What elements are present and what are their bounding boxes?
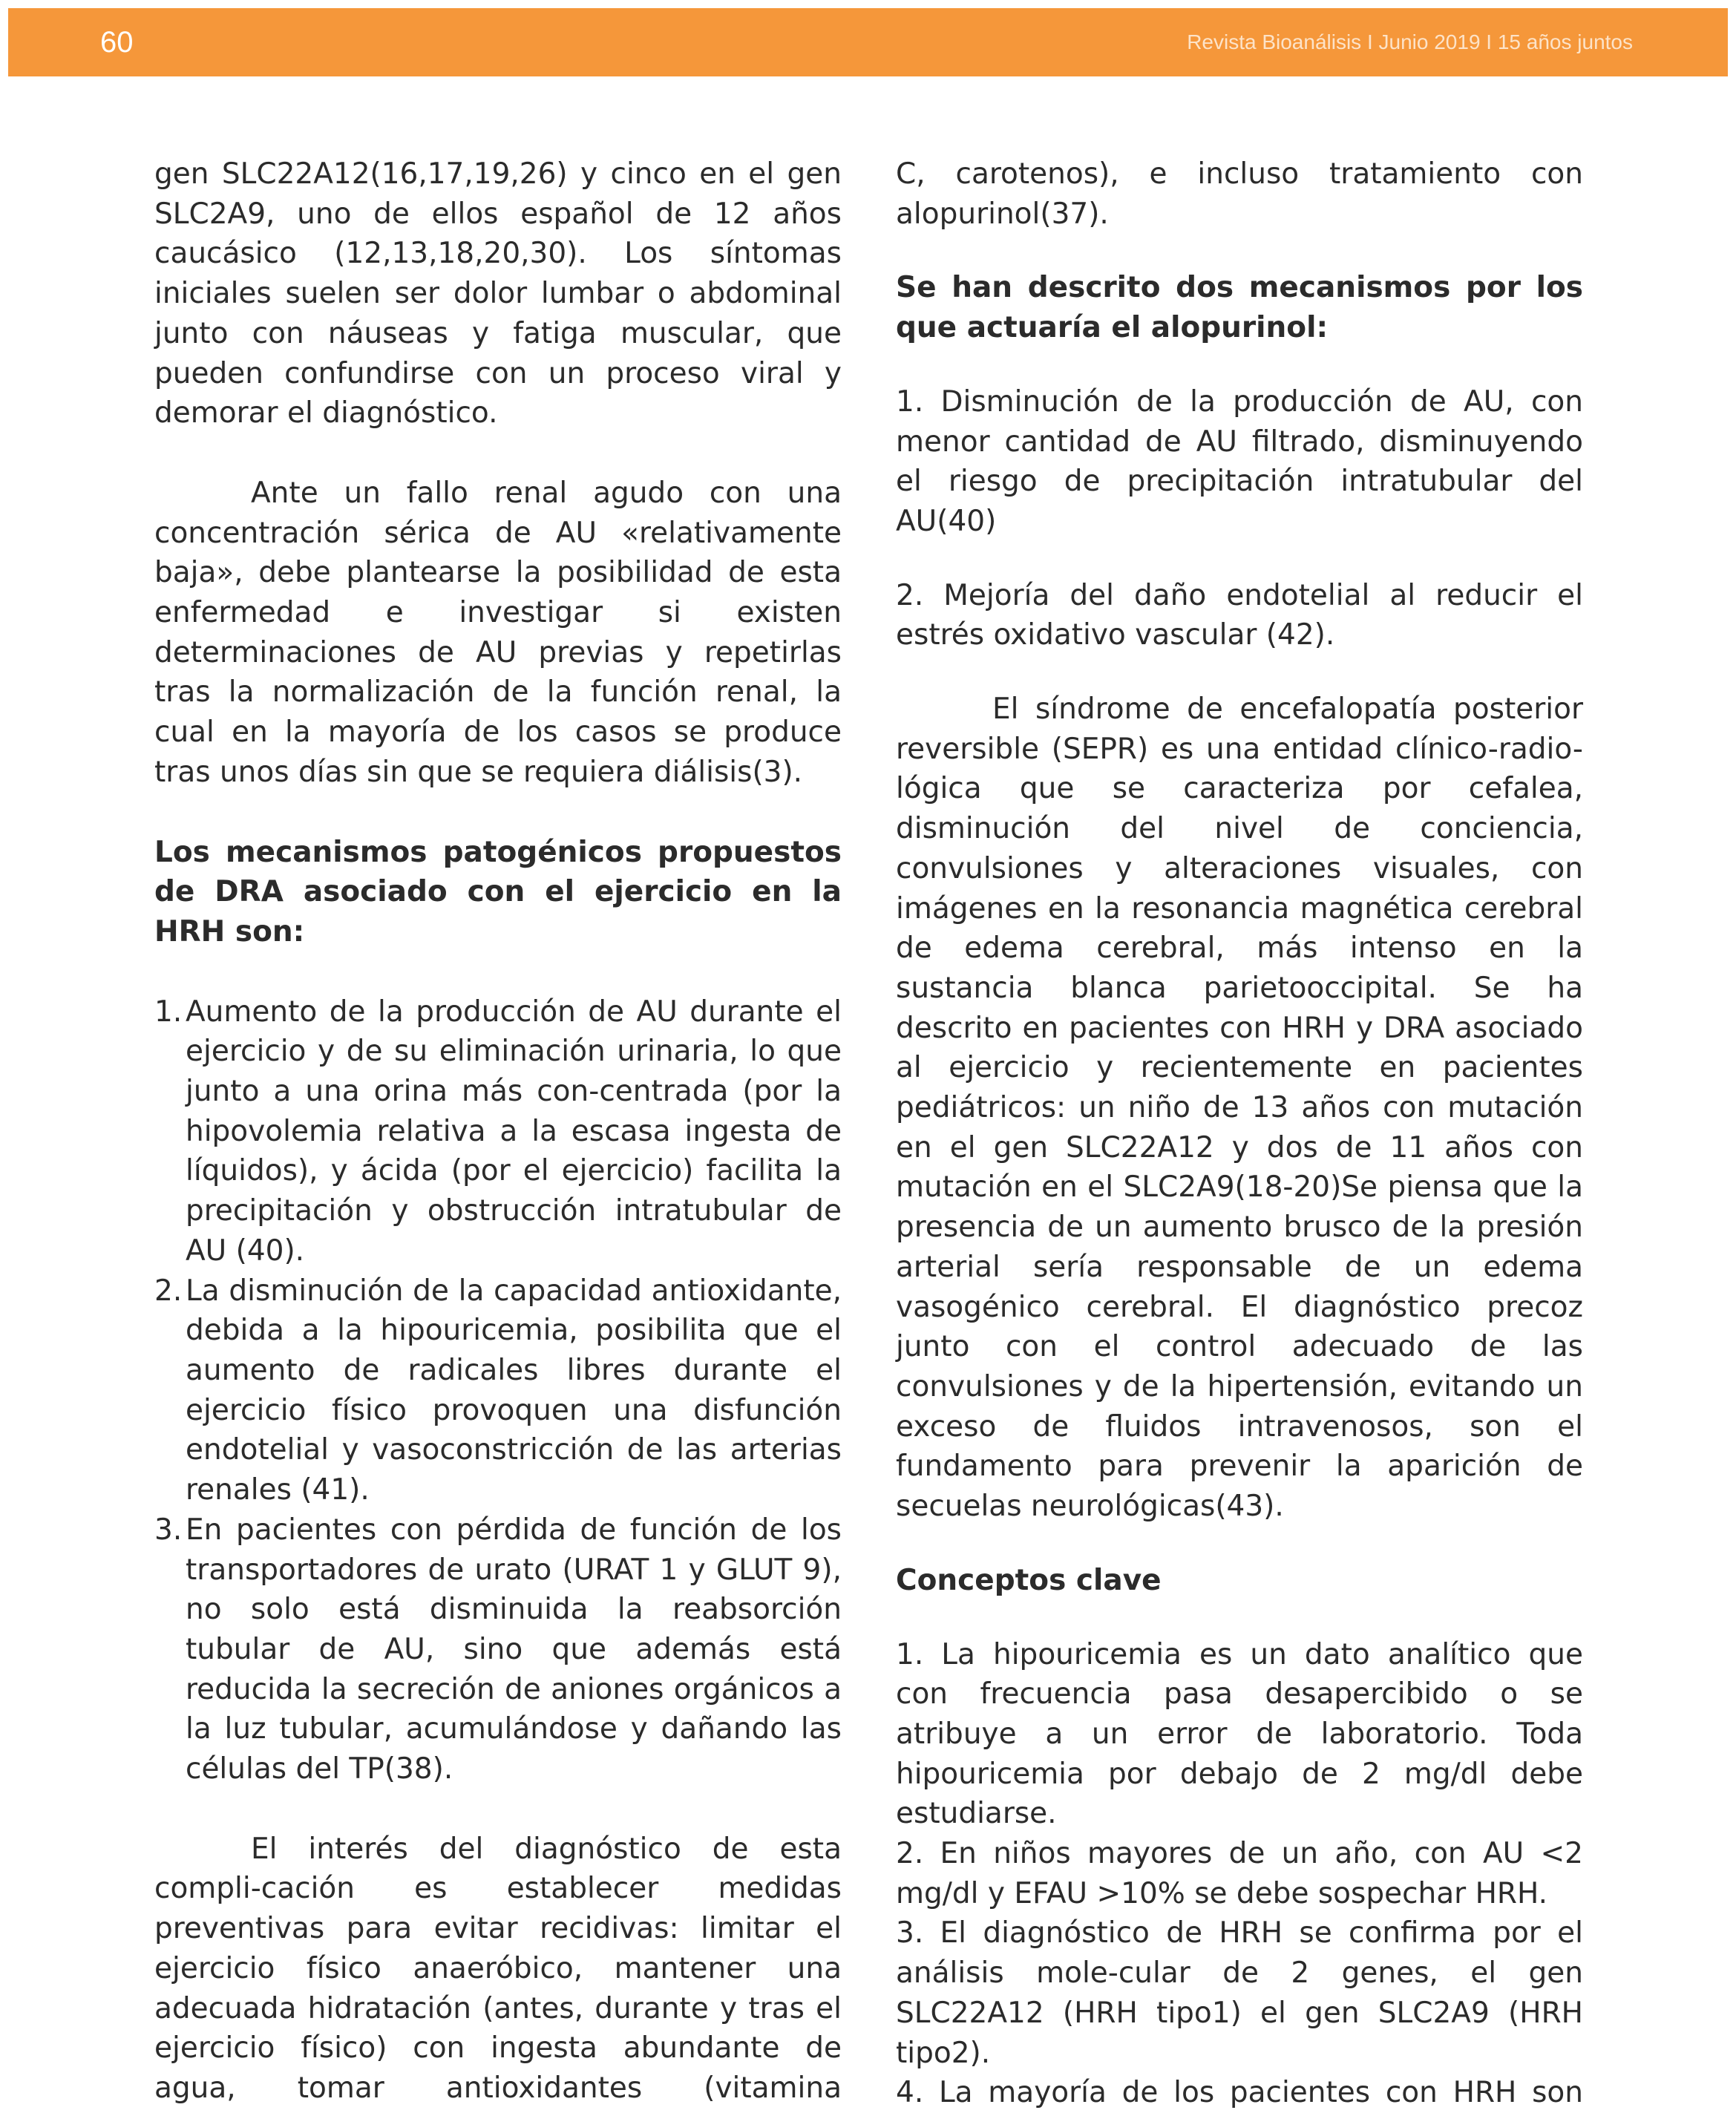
mechanism-item-2: 2. Mejoría del daño endotelial al reducir el estrés oxidativo vascular (42). bbox=[896, 578, 1583, 652]
running-head: Revista Bioanálisis I Junio 2019 I 15 años juntos bbox=[1187, 30, 1633, 53]
right-column bbox=[896, 154, 1583, 2113]
paragraph-renal-failure: Ante un fallo renal agudo con una concentración sérica de AU «relativamente baja», debe plantearse la posibilidad de esta enfermedad e investigar si existen determinaciones de AU previas y repetirlas tras la normalización de la función renal, la cual en la mayoría de los casos se produce tras unos días sin que se requiera diálisis(3). bbox=[154, 476, 842, 789]
left-column bbox=[154, 154, 842, 2109]
list-item bbox=[154, 1510, 842, 1789]
list-text: La disminución de la capacidad antioxidante, debida a la hipouricemia, posibilita que el aumento de radicales libres durante el ejercicio físico provoquen una disfunción endotelial y vasoconstricción de las arterias renales (41). bbox=[186, 1274, 842, 1507]
list-item bbox=[154, 992, 842, 1271]
mechanisms-list bbox=[154, 992, 842, 1789]
section-heading-allopurinol: Se han descrito dos mecanismos por los que actuaría el alopurinol: bbox=[896, 271, 1583, 345]
page-header-bar bbox=[8, 8, 1728, 76]
paragraph-continued: C, carotenos), e incluso tratamiento con alopurinol(37). bbox=[896, 157, 1583, 231]
list-text: En pacientes con pérdida de función de los transportadores de urato (URAT 1 y GLUT 9), no solo está disminuida la reabsorción tubular de AU, sino que además está reducida la secreción de aniones orgánicos a la luz tubular, acumulándose y dañando las células del TP(38). bbox=[186, 1513, 842, 1786]
section-heading-key-concepts: Conceptos clave bbox=[896, 1563, 1162, 1597]
paragraph-sepr: El síndrome de encefalopatía posterior reversible (SEPR) es una entidad clínico-radio-lógica que se caracteriza por cefalea, disminución del nivel de conciencia, convulsiones y alteraciones visuales, con imágenes en la resonancia magnética cerebral de edema cerebral, más intenso en la sustancia blanca parietooccipital. Se ha descrito en pacientes con HRH y DRA asociado al ejercicio y recientemente en pacientes pediátricos: un niño de 13 años con mutación en el gen SLC22A12 y dos de 11 años con mutación en el SLC2A9(18-20)Se piensa que la presencia de un aumento brusco de la presión arterial sería responsable de un edema vasogénico cerebral. El diagnóstico precoz junto con el control adecuado de las convulsiones y de la hipertensión, evitando un exceso de fluidos intravenosos, son el fundamento para prevenir la aparición de secuelas neurológicas(43). bbox=[896, 692, 1583, 1524]
paragraph-prevention: El interés del diagnóstico de esta compli-cación es establecer medidas preventivas para evitar recidivas: limitar el ejercicio físico anaeróbico, mantener una adecuada hidratación (antes, durante y tras el ejercicio físico) con ingesta abundante de agua, tomar antioxidantes (vitamina bbox=[154, 1832, 842, 2105]
key-concept-3: 3. El diagnóstico de HRH se confirma por el análisis mole-cular de 2 genes, el gen SLC22A12 (HRH tipo1) el gen SLC2A9 (HRH tipo2). bbox=[896, 1916, 1583, 2070]
key-concept-1: 1. La hipouricemia es un dato analítico que con frecuencia pasa desapercibido o se atribuye a un error de laboratorio. Toda hipouricemia por debajo de 2 mg/dl debe estudiarse. bbox=[896, 1637, 1583, 1831]
list-number: 2. bbox=[154, 1274, 183, 1308]
list-number: 3. bbox=[154, 1513, 183, 1547]
paragraph-intro: gen SLC22A12(16,17,19,26) y cinco en el gen SLC2A9, uno de ellos español de 12 años caucásico (12,13,18,20,30). Los síntomas iniciales suelen ser dolor lumbar o abdominal junto con náuseas y fatiga muscular, que pueden confundirse con un proceso viral y demorar el diagnóstico. bbox=[154, 157, 842, 430]
key-concept-4: 4. La mayoría de los pacientes con HRH son bbox=[896, 2076, 1583, 2110]
list-item bbox=[154, 1271, 842, 1510]
page-number: 60 bbox=[100, 26, 134, 59]
list-text: Aumento de la producción de AU durante el ejercicio y de su eliminación urinaria, lo que junto a una orina más con-centrada (por la hipovolemia relativa a la escasa ingesta de líquidos), y ácida (por el ejercicio) facilita la precipitación y obstrucción intratubular de AU (40). bbox=[186, 995, 842, 1268]
mechanism-item-1: 1. Disminución de la producción de AU, con menor cantidad de AU filtrado, disminuyendo el riesgo de precipitación intratubular del AU(40) bbox=[896, 384, 1583, 538]
section-heading-mechanisms: Los mecanismos patogénicos propuestos de DRA asociado con el ejercicio en la HRH son: bbox=[154, 835, 842, 949]
list-number: 1. bbox=[154, 995, 183, 1029]
key-concept-2: 2. En niños mayores de un año, con AU <2 mg/dl y EFAU >10% se debe sospechar HRH. bbox=[896, 1837, 1583, 1910]
